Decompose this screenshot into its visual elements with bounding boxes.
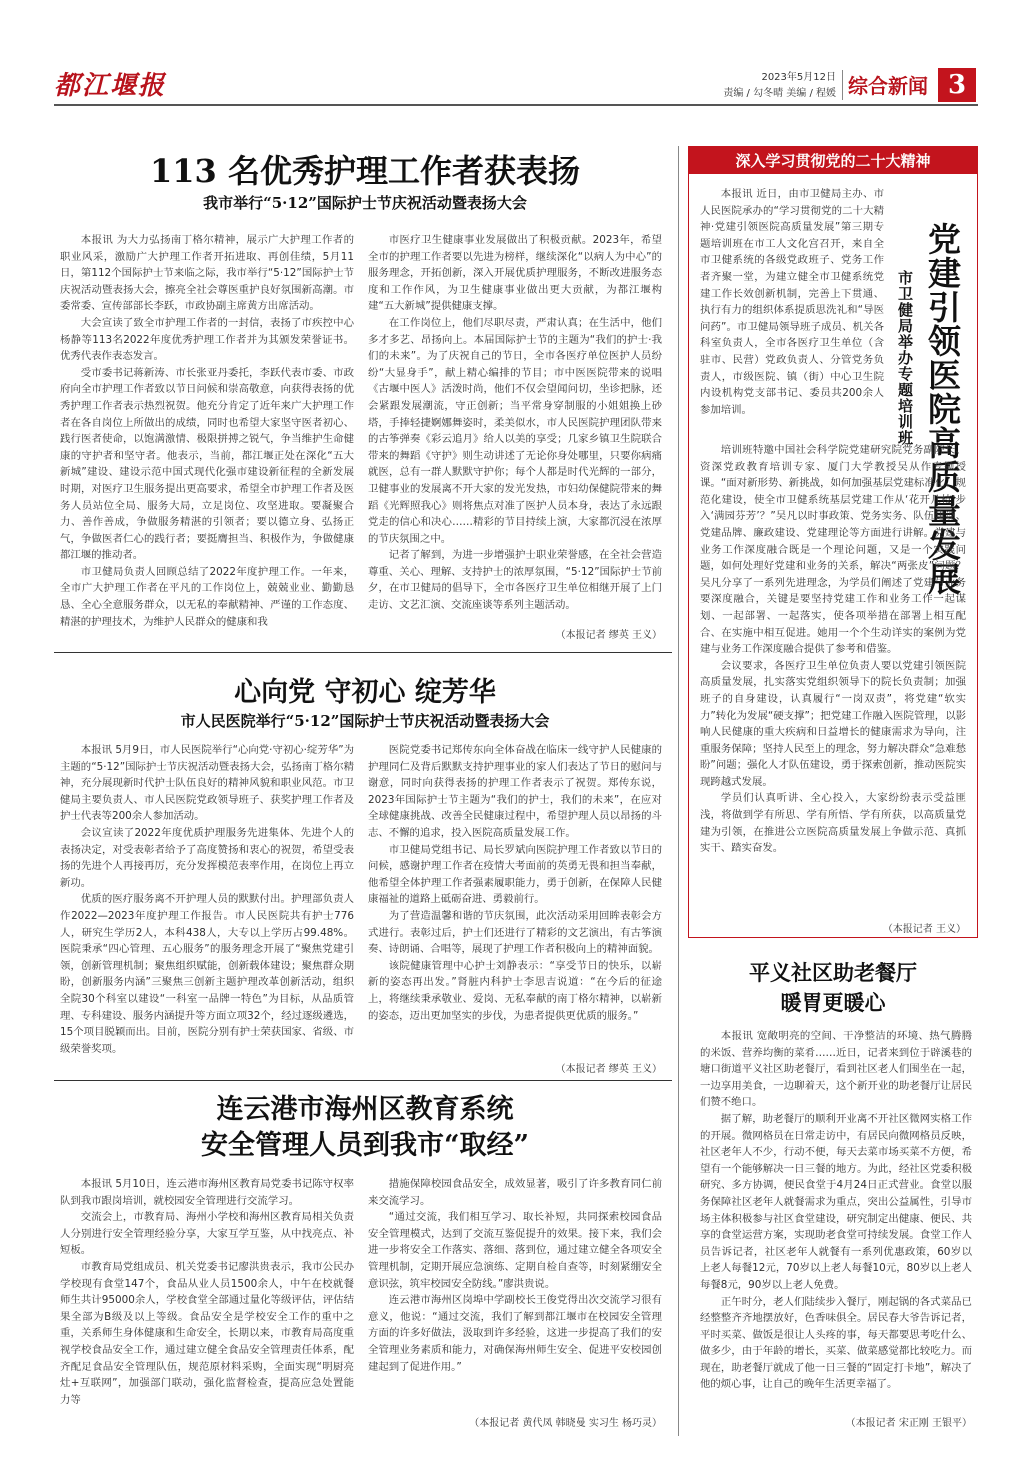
article4-body — [700, 1028, 972, 1412]
column-divider — [678, 146, 679, 1436]
paragraph: 大会宣读了致全市护理工作者的一封信，表扬了市疾控中心杨静等113名2022年度优秀护理工作者并为其颁发荣誉证书。优秀代表作表态发言。 — [60, 316, 354, 363]
newspaper-logo: 都江堰报 — [54, 70, 167, 101]
article2-byline: （本报记者 缪英 王义） — [555, 1064, 662, 1075]
article2-column-1 — [60, 742, 354, 1062]
paragraph: 据了解，助老餐厅的顺利开业离不开社区微网实格工作的开展。微网格员在日常走访中，有居民向微网格员反映，社区老年人不少，行动不便，每天去菜市场买菜不方便，希望有一个能够解决一日三餐的地方。为此，经社区党委积极研究、多方协调，便民食堂于4月24日正式营业。食堂以服务保障社区老年人就餐需求为重点，突出公益属性，引导市场主体积极参与社区食堂建设，研究制定出健康、便民、共享的食堂运营方案，实现助老食堂可持续发展。食堂工作人员告诉记者，社区老年人就餐有一系列优惠政策，60岁以上老人每餐12元，70岁以上老人每餐10元，80岁以上老人每餐8元，90岁以上老人免费。 — [700, 1112, 972, 1291]
paragraph: 本报讯 5月9日，市人民医院举行“心向党·守初心·绽芳华”为主题的“5·12”国际护士节庆祝活动暨表扬大会，弘扬南丁格尔精神，充分展现新时代护士队伍良好的精神风貌和职业风范。市卫健局主要负责人、市人民医院党政领导班子、获奖护理工作者及护士代表等200余人参加活动。 — [60, 744, 354, 823]
article4-title — [688, 958, 978, 1018]
article3-column-1 — [60, 1176, 354, 1430]
article1-subtitle: 我市举行“5·12”国际护士节庆祝活动暨表扬大会 — [203, 194, 527, 212]
article3-title — [60, 1092, 670, 1164]
feature-byline: （本报记者 王义） — [882, 924, 966, 935]
paragraph: 本报讯 为大力弘扬南丁格尔精神，展示广大护理工作者的职业风采，激励广大护理工作者开拓进取、再创佳绩，5月11日，第112个国际护士节来临之际，我市举行“5·12”国际护士节庆祝活动暨表扬大会，擦亮全社会尊医重护良好氛围新高潮。市委常委、宣传部部长李跃，市政协副主席黄方出席活动。 — [60, 234, 354, 313]
page-number: 3 — [938, 68, 976, 102]
feature-vertical-subtitle: 市卫健局举办专题培训班 — [896, 270, 914, 446]
article3-byline: （本报记者 黄代凤 韩晓曼 实习生 杨巧灵） — [469, 1418, 662, 1429]
article3-title-line-1: 连云港市海州区教育系统 — [216, 1094, 514, 1125]
paragraph: 培训班特邀中国社会科学院党建研究院党务副院长、资深党政教育培训专家、厦门大学教授吴从作专题授课。“面对新形势、新挑战，如何加强基层党建标准化、规范化建设，使全市卫健系统基层党建工作从‘花开几枝’步入‘满园芬芳’？”吴凡以时事政策、党务实务、队伍建设、党建品牌、廉政建设、党建理论等方面进行讲解。党建与业务工作深度融合既是一个理论问题，又是一个实践问题，如何处理好党建和业务的关系，解决“两张皮”问题？吴凡分享了一系列先进理念，为学员们阐述了党建与业务要深度融合，关键是要坚持党建工作和业务工作一起谋划、一起部署、一起落实，使各项举措在部署上相互配合、在实施中相互促进。她用一个个生动详实的案例为党建与业务工作深度融合提供了参考和借鉴。 — [700, 444, 966, 656]
paragraph: 市卫健局党组书记、局长罗斌向医院护理工作者致以节日的问候，感谢护理工作者在疫情大考面前的英勇无畏和担当奉献，他希望全体护理工作者强素履职能力，勇于创新，在保障人民健康福祉的道路上砥砺奋进、勇毅前行。 — [368, 843, 662, 906]
paragraph: 该院健康管理中心护士刘静表示：“享受节日的快乐，以崭新的姿态再出发。”肾脏内科护士李思吉说道：“在今后的征途上，将继续秉承敬业、爱岗、无私奉献的南丁格尔精神，以崭新的姿态，迈出更加坚实的步伐，为患者提供更优质的服务。” — [368, 959, 662, 1022]
issue-date: 2023年5月12日 — [761, 72, 836, 83]
feature-vertical-title: 党建引领医院高质量发展 — [923, 222, 962, 596]
paragraph: 优质的医疗服务离不开护理人员的默默付出。护理部负责人作2022—2023年度护理工作报告。市人民医院共有护士776人，研究生学历2人，本科438人，大专以上学历占99.48%。医院秉承“四心管理、五心服务”的服务理念开展了“聚焦党建引领，创新管理机制；聚焦组织赋能，创新载体建设；聚焦群众期盼，创新服务内涵”三聚焦三创新主题护理改革创新活动，组织全院30个科室以建设“一科室一品牌一特色”为目标，从品质管理、专科建设、服务内涵提升等方面立项32个，经过逐级遴选，15个项目脱颖而出。目前，医院分别有护士荣获国家、省级、市级荣誉奖项。 — [60, 893, 354, 1055]
paragraph: 记者了解到，为进一步增强护士职业荣誉感，在全社会营造尊重、关心、理解、支持护士的浓厚氛围，“5·12”国际护士节前夕，在市卫健局的倡导下，全市各医疗卫生单位相继开展了上门走访、文艺汇演、交流座谈等系列主题活动。 — [368, 549, 662, 612]
section-divider — [54, 652, 672, 653]
article2-subtitle: 市人民医院举行“5·12”国际护士节庆祝活动暨表扬大会 — [180, 712, 550, 730]
section-divider — [54, 1080, 672, 1081]
article2-title: 心向党 守初心 绽芳华 — [234, 677, 496, 708]
article2-column-2 — [368, 742, 662, 1058]
paragraph: 为了营造温馨和谐的节庆氛围，此次活动采用回眸表彰会方式进行。表彰过后，护士们还进行了精彩的文艺演出，有古筝演奏、诗朗诵、合唱等，展现了护理工作者积极向上的精神面貌。 — [368, 909, 662, 956]
paragraph: 受市委书记蒋新涛、市长张亚丹委托，李跃代表市委、市政府向全市护理工作者致以节日问候和崇高敬意，向获得表扬的优秀护理工作者表示热烈祝贺。他充分肯定了近年来广大护理工作者在各自岗位上所做出的成绩，同时也希望大家坚守医者初心、践行医者使命，以饱满激情、极限拼搏之锐气，争当维护生命健康的守护者和坚守者。他表示，当前，都江堰正处在深化“五大新城”建设、建设示范中国式现代化强市建设新征程的全新发展时期，对医疗卫生服务提出更高要求，希望全市护理工作者及医务人员站位全局、服务大局，立足岗位、攻坚进取。要凝聚合力、善作善成，争做服务精湛的引领者；要以德立身、弘扬正气，争做医者仁心的践行者；要挺膺担当、积极作为，争做健康都江堰的推动者。 — [60, 366, 354, 562]
feature-banner: 深入学习贯彻党的二十大精神 — [688, 146, 978, 174]
paragraph: 本报讯 5月10日，连云港市海州区教育局党委书记陈守权率队到我市跟岗培训，就校园安全管理进行交流学习。 — [60, 1178, 354, 1207]
paragraph: 正午时分，老人们陆续步入餐厅，刚起锅的各式菜品已经整整齐齐地摆放好，色香味俱全。居民春大爷告诉记者，平时买菜、做饭是很让人头疼的事，每天都要思考吃什么、做多少，由于年龄的增长，买菜、做菜感觉都比较吃力。而现在，助老餐厅就成了他一日三餐的“固定打卡地”，解决了他的烦心事，让自己的晚年生活更幸福了。 — [700, 1295, 972, 1391]
article3-column-2 — [368, 1176, 662, 1408]
article1-byline: （本报记者 缪英 王义） — [555, 630, 662, 641]
paragraph: 措施保障校园食品安全，成效显著，吸引了许多教育同仁前来交流学习。 — [368, 1178, 662, 1207]
paragraph: 学员们认真听讲、全心投入，大家纷纷表示受益匪浅，将做到学有所思、学有所悟、学有所获，以高质量党建为引领，在推进公立医院高质量发展上争做示范、真抓实干、踏实奋发。 — [700, 792, 966, 855]
editors-credit: 责编 / 勾冬晴 美编 / 程媛 — [723, 88, 836, 99]
paragraph: 会议宣读了2022年度优质护理服务先进集体、先进个人的表扬决定，对受表彰者给予了高度赞扬和衷心的祝贺，希望受表扬的先进个人再接再厉，充分发挥模范表率作用，在岗位上再立新功。 — [60, 826, 354, 889]
paragraph: 交流会上，市教育局、海州小学校和海州区教育局相关负责人分别进行安全管理经验分享，大家互学互鉴，从中找亮点、补短板。 — [60, 1211, 354, 1257]
article4-title-line-2: 暖胃更暖心 — [780, 990, 886, 1015]
masthead-divider — [842, 70, 843, 100]
article4-byline: （本报记者 宋正刚 王银平） — [845, 1418, 972, 1429]
paragraph: 在工作岗位上，他们尽职尽责，严肃认真；在生活中，他们多才多艺、昂扬向上。本届国际护士节的主题为“我们的护士·我们的未来”。为了庆祝自己的节日，全市各医疗单位医护人员纷纷“大显身手”，献上精心编排的节目；市中医医院带来的说唱《古堰中医人》活泼时尚，他们不仅会望闻问切，坐诊把脉，还会紧跟发展潮流，守正创新；当平常身穿制服的小姐姐换上砂塔，手捧轻捷婀娜舞姿时，柔美似水，市人民医院护理团队带来的古筝弹奏《彩云追月》给人以美的享受；几家乡镇卫生院联合带来的舞蹈《守护》则生动讲述了无论你身处哪里，只要你病痛就医，总有一群人默默守护你；每个人都是时代光辉的一部分，卫健事业的发展离不开大家的发光发热，市妇幼保健院带来的舞蹈《光辉照我心》则将焦点对准了医护人员本身，表达了永远跟党走的信心和决心……精彩的节目持续上演，大家都沉浸在浓厚的节庆氛围之中。 — [368, 316, 662, 545]
paragraph: “通过交流，我们相互学习、取长补短，共同探索校园食品安全管理模式，达到了交流互鉴促提升的效果。接下来，我们会进一步将安全工作落实、落细、落到位，通过建立健全各项安全管理机制，定期开展应急演练、定期自检自查等，时刻紧绷安全意识弦，筑牢校园安全防线。”廖洪贵说。 — [368, 1211, 662, 1290]
paragraph: 医院党委书记郑传东向全体奋战在临床一线守护人民健康的护理同仁及背后默默支持护理事业的家人们表达了节日的慰问与谢意，同时向获得表扬的护理工作者表示了祝贺。郑传东说，2023年国际护士节主题为“我们的护士，我们的未来”，在应对全球健康挑战、改善全民健康过程中，希望护理人员以昂扬的斗志、不懈的追求，投入医院高质量发展工作。 — [368, 744, 662, 839]
article3-title-line-2: 安全管理人员到我市“取经” — [200, 1130, 530, 1161]
paragraph: 市医疗卫生健康事业发展做出了积极贡献。2023年，希望全市的护理工作者要以先进为榜样，继续深化“以病人为中心”的服务理念，开拓创新，深入开展优质护理服务，不断改进服务态度和工作作风，为卫生健康事业做出更大贡献，为都江堰构建“五大新城”提供健康支撑。 — [368, 234, 662, 313]
paragraph: 连云港市海州区岗埠中学副校长王俊党得出次交流学习很有意义，他说：“通过交流，我们了解到都江堰市在校园安全管理方面的许多好做法，汲取到许多经验，这进一步提高了我们的安全管理业务素质和能力，对确保海州师生安全、促进平安校园创建起到了促进作用。” — [368, 1294, 662, 1373]
section-name: 综合新闻 — [848, 73, 928, 98]
paragraph: 本报讯 近日，由市卫健局主办、市人民医院承办的“学习贯彻党的二十大精神·党建引领医院高质量发展”第三期专题培训班在市工人文化宫召开，来自全市卫健系统的各级党政班子、党务工作者齐聚一堂，为建立健全市卫健系统党建工作长效创新机制，完善上下贯通、执行有力的组织体系提质思洗礼和“导医问药”。市卫健局领导班子成员、机关各科室负责人，全市各医疗卫生单位（含驻市、民营）党政负责人、分管党务负责人，市级医院、镇（街）中心卫生院内设机构党支部书记、委员共200余人参加培训。 — [700, 188, 884, 416]
feature-body — [700, 442, 966, 918]
article1-column-1 — [60, 232, 354, 644]
masthead-rule — [54, 104, 978, 106]
paragraph: 会议要求，各医疗卫生单位负责人要以党建引领医院高质量发展，扎实落实党组织领导下的院长负责制；加强班子的自身建设，认真履行“一岗双责”，将党建“软实力”转化为发展“硬支撑”；把党建工作融入医院管理，以影响人民健康的重大疾病和日益增长的健康需求为导向，注重服务保障；坚持人民至上的理念，努力解决群众“急难愁盼”问题；强化人才队伍建设，勇于探索创新，推动医院实现跨越式发展。 — [700, 659, 966, 788]
paragraph: 本报讯 宽敞明亮的空间、干净整洁的环境、热气腾腾的米饭、营养均衡的菜肴……近日，记者来到位于辟溪巷的塘口街道平义社区助老餐厅，看到社区老人们围坐在一起，一边享用美食，一边聊着天，这个新开业的助老餐厅让居民们赞不绝口。 — [700, 1030, 972, 1109]
article1-title: 113 名优秀护理工作者获表扬 — [150, 152, 580, 190]
article1-column-2 — [368, 232, 662, 622]
paragraph: 市教育局党组成员、机关党委书记廖洪贵表示，我市公民办学校现有食堂147个，食品从业人员1500余人，中午在校就餐师生共计95000余人，学校食堂全部通过量化等级评估，评估结果全部为B级及以上等级。食品安全是学校安全工作的重中之重，关系师生身体健康和生命安全，长期以来，市教育局高度重视学校食品安全工作，通过建立健全食品安全管理责任体系，配齐配足食品安全管理队伍，规范原材料采购，全面实现“明厨亮灶+互联网”，加强部门联动，强化监督检查，提高应急处置能力等 — [60, 1260, 354, 1406]
paragraph: 市卫健局负责人回顾总结了2022年度护理工作。一年来，全市广大护理工作者在平凡的工作岗位上，兢兢业业、勤勤恳恳、全心全意服务群众，以无私的奉献精神、严谨的工作态度、精湛的护理技术，为维护人民群众的健康和我 — [60, 565, 354, 628]
article4-title-line-1: 平义社区助老餐厅 — [749, 960, 917, 985]
